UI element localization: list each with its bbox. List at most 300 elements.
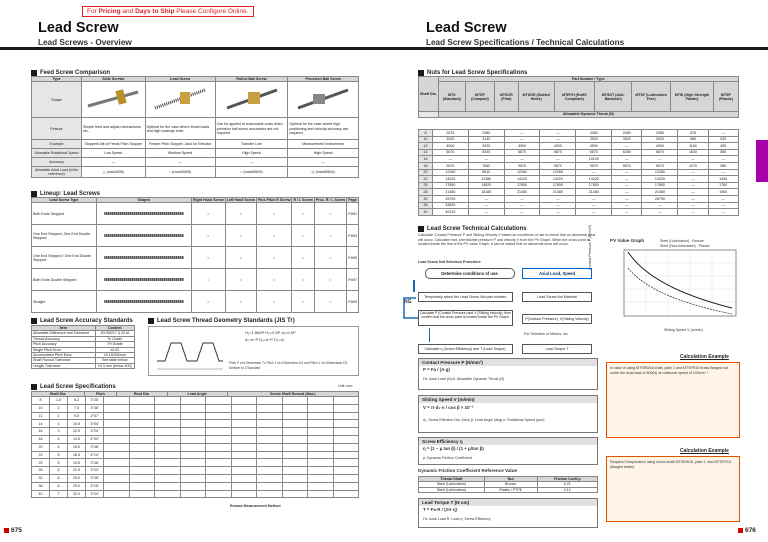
calc-box-2 [606,456,740,522]
cell [180,443,206,451]
cell: ○ [256,203,292,225]
th: Nut [484,477,537,482]
nuts-rows [418,129,739,216]
th: Lead Screw Type [32,198,97,203]
cell: ○ [292,225,314,247]
page-number-left [4,527,22,534]
cell: 4 [50,443,68,451]
cell [231,443,257,451]
formula-desc: Fa: Axial Load R: Lead η: Screw Efficiency [423,517,491,521]
cell: 19.5 [68,459,86,467]
cell: 6670 [504,149,540,156]
th: Allowable Dynamic Thrust (N) [438,112,738,117]
cell [104,490,130,498]
flow-step-4: Calculate η (Screw Efficiency) and T (Lead Torque). [418,344,513,354]
cell [206,490,232,498]
formula-title: Lead Torque T (N·cm) [419,499,597,506]
cell: 16.5 [68,451,86,459]
table-row [32,435,359,443]
cell: 3920 [576,136,612,143]
cell [129,412,155,420]
cell: 9570 [504,162,540,169]
cell: 7e Grade [95,336,134,341]
feed-table [31,76,359,178]
cell: 1640 [678,149,708,156]
th: MTSCR (Pilot) [494,82,518,112]
cell: One End Stepped, One End Double Stepped [32,225,97,247]
formula-velocity [418,395,598,433]
cell: 28 [419,189,433,196]
cell [282,435,308,443]
table-row [32,412,359,420]
flow-arrows [400,280,430,350]
cell: Example [32,140,82,149]
cell [257,404,283,412]
th: Content [95,326,134,331]
cell: 17850 [540,182,576,189]
cell [308,428,334,436]
cell [282,420,308,428]
cell [104,435,130,443]
cell [282,490,308,498]
cell: 3°38' [86,459,104,467]
formula-desc: μ: Dynamic Friction Coefficient [423,456,472,460]
cell [282,412,308,420]
table-row [419,143,739,150]
cell [333,474,359,482]
cell: 36 [419,202,433,209]
pv-legend-1: Steel (Lubrication) · Bronze [660,239,704,243]
cell: 4900 [576,143,612,150]
specs-body [31,396,359,498]
cell: One End Stepped / One End Double Stepped [32,247,97,269]
banner-days: Days to Ship [135,8,175,15]
flow-step-5: For Selection of Motors, etc. [524,332,569,336]
cell: 4°03' [86,435,104,443]
cell: Pitch Accuracy [32,342,96,347]
cell [257,397,283,405]
banner-text: Please Configure Online. [174,8,249,15]
section-icon [31,318,37,324]
cell [129,404,155,412]
flow-step-1: Determine conditions of use. [425,268,515,279]
section-icon [418,226,424,232]
cell: — [612,169,642,176]
runout-footer: Runout Measurement Method [230,504,281,508]
cell: — [678,169,708,176]
cell [333,397,359,405]
ng-label: NG [404,299,412,305]
pricing-banner[interactable] [82,6,254,17]
cell: — [576,169,612,176]
cell: 4900 [433,143,469,150]
cell: 4270 [678,162,708,169]
th: Proc. R / L Screw [315,198,346,202]
cell: — [540,130,576,137]
table-row [419,209,739,216]
cell: 4900 [540,143,576,150]
cell [155,474,181,482]
screw-shape [96,225,191,247]
cell: 4900 [504,143,540,150]
formula-eq: V = π·d₂·n / cos β × 10⁻³ [423,405,474,410]
cell: ○ [314,269,346,291]
cell: Feature [32,118,82,140]
cell: 9.5 [68,412,86,420]
cell: ○ (max50606) [145,167,215,178]
cell: ◎ (max80604) [288,167,359,178]
cell: Both Ends Stepped [32,203,97,225]
cell: ○ [314,247,346,269]
slide-screw-image [82,82,146,118]
cell: 578 [678,130,708,137]
tech-intro: Calculate Contact Pressure P and Sliding Velocity V based on conditions of use to check that no abnormal wear will occur. Calculate max. permissible pressure P and velocity V from the PV Graph. When the cross point is located inside the line of the PV value Graph, it can be stated that no abnormal wear will occur. [418,233,596,247]
cell: — [612,182,642,189]
table-row [419,189,739,196]
cell: 17850 [642,182,678,189]
flow-step-2b: Lead Screw Nut Material [522,292,592,302]
cell: — [612,195,642,202]
cell [257,474,283,482]
cell: — [504,202,540,209]
cell: — [576,202,612,209]
cell: 7H Grade [95,342,134,347]
cell [129,443,155,451]
page-link[interactable]: P.693 [347,225,359,247]
table-row [419,156,739,163]
formula-torque [418,498,598,528]
cell: 17850 [576,182,612,189]
cell: 4°14' [86,451,104,459]
cell: 18 [419,162,433,169]
page-subtitle: Lead Screw Specifications / Technical Calculations [426,38,625,47]
cell [333,459,359,467]
table-row [32,443,359,451]
cell [333,451,359,459]
cell [155,428,181,436]
cell [282,443,308,451]
cell: — [576,195,612,202]
cell: 10100 [576,156,612,163]
cell: — [678,195,708,202]
cell: — [540,195,576,202]
cell [333,404,359,412]
screw-drawing [104,300,184,303]
cell: 21480 [540,189,576,196]
cell [180,412,206,420]
tech-procedure: Lead Screw Nut Selection Procedure [418,260,481,264]
page-marker [738,528,743,533]
cell: High Speed [288,149,359,158]
cell: 9810 [468,169,504,176]
section-tech [418,226,527,232]
page-link[interactable]: P.691 [347,203,359,225]
cell: — [678,189,708,196]
cell: 14 [32,420,50,428]
cell: 32.0 [68,490,86,498]
cell: 6 [50,482,68,490]
table-row [32,397,359,405]
section-title: Nuts for Lead Screw Specifications [427,70,528,76]
cell [180,435,206,443]
cell: Allowable Difference and Tolerance [32,331,96,336]
cell [155,459,181,467]
cell: 13.5 [68,435,86,443]
th: Friction Coeff.μ [537,477,597,482]
cell: 6670 [576,149,612,156]
cell [129,397,155,405]
cell: Transfer Line [215,140,288,149]
cell: — [708,156,738,163]
cell [129,490,155,498]
cell: 21480 [576,189,612,196]
table-row [32,420,359,428]
cell: 33830 [433,202,469,209]
cell [206,397,232,405]
cell: — [215,158,288,167]
cell: Shape [32,82,82,118]
cell: 18 [32,435,50,443]
cell [308,435,334,443]
cell: 25 [32,459,50,467]
cell: ○ [292,291,314,313]
cell: 7650 [468,162,504,169]
cell [129,435,155,443]
nuts-body [418,129,739,216]
cell: 2 [50,404,68,412]
formula-desc: d₂: Screw Effective Dia. (mm) β: Lead Angle (deg) n: Rotational Speed (rpm) [423,418,545,422]
table-row [32,490,359,498]
cell [206,482,232,490]
th: MTSP (Plastic) [713,82,738,112]
cell [180,474,206,482]
cell: 25790 [642,195,678,202]
cell: 6.2 [68,397,86,405]
cell [231,428,257,436]
cell: 32 [32,474,50,482]
cell [155,404,181,412]
cell: — [468,202,504,209]
screw-drawing [104,278,184,281]
cell [155,435,181,443]
cell: 7 [50,490,68,498]
screw-drawing [104,212,184,215]
th: Right Hand Screw [192,198,224,202]
cell: — [540,136,576,143]
cell: 9570 [612,162,642,169]
cell: 3°38' [86,404,104,412]
flow-step-1b: Axial Load, Speed [522,268,592,279]
cell: 14220 [433,176,469,183]
th: Left Hand Screw [226,198,255,202]
th: Pitch [84,392,116,397]
cell [257,420,283,428]
cell: ±0.15/300mm [95,353,134,358]
friction-title: Dynamic Friction Coefficient Reference Value [418,468,518,473]
cell [231,404,257,412]
cell [180,482,206,490]
cell [104,428,130,436]
cell [180,404,206,412]
cell: Medium Speed [145,149,215,158]
cell [308,474,334,482]
cell: 4900 [642,143,678,150]
table-row [419,149,739,156]
th: MTSP (Compact) [465,82,494,112]
table-row [419,162,739,169]
cell: 6670 [433,149,469,156]
cell [129,474,155,482]
cell: 5 [50,459,68,467]
cell [257,435,283,443]
cell: 980 [708,162,738,169]
section-thread [148,318,295,324]
th: Slide Screws [82,77,146,82]
cell [257,451,283,459]
cell: Bronze [484,482,537,487]
cell [206,451,232,459]
cell [308,420,334,428]
cell: 21480 [504,189,540,196]
cell: 2575 [433,130,469,137]
banner-text: For [87,8,99,15]
th: Lead Screw [145,77,215,82]
th: Root Dia. [116,392,167,397]
table-row [32,482,359,490]
cell: 11380 [468,176,504,183]
cell: 3920 [468,143,504,150]
formula-eq: P = Fa / (A·g) [423,367,450,372]
cell [155,397,181,405]
cell: — [504,130,540,137]
nuts-table [418,76,739,118]
cell [180,397,206,405]
th: MTS (Standard) [438,82,465,112]
pv-title: PV Value Graph [610,238,645,243]
page-title: Lead Screw [38,20,119,36]
left-header [0,18,384,50]
cell: 3°15' [86,482,104,490]
cell: 0.21 [537,482,597,487]
cell: Can be applied at reasonable costs when precision ball screw accuracies are not required. [215,118,288,140]
th: MTSGR (Slotted Holes) [518,82,554,112]
cell: 3°23' [86,467,104,475]
screw-shape [96,247,191,269]
cell: 2080 [468,130,504,137]
cell: — [612,209,642,216]
cell [129,459,155,467]
pv-graph [612,248,740,328]
cell: — [678,202,708,209]
screw-drawing [104,234,184,237]
calc-text: Required Temperature using screw shaft MTSRW16, plain 1, and MTSFR16 (flanged brass). [610,460,731,469]
thread-formula-1: H₁=1.866P H₂=0.5P d₂=0.5P [245,330,296,335]
cell [155,412,181,420]
cell [206,443,232,451]
cell: 2080 [612,130,642,137]
cell: 12260 [504,169,540,176]
cell: 9570 [642,162,678,169]
cell [333,467,359,475]
cell [257,412,283,420]
cell [155,482,181,490]
cell [308,467,334,475]
cell: 3920 [433,136,469,143]
screw-shape [96,203,191,225]
cell: ○ [191,269,225,291]
thread-profile-diagram [155,331,225,375]
cell: 3 [50,420,68,428]
cell [231,467,257,475]
flow-step-3: Calculate P (Contact Pressure) and V (Sliding Velocity), then confirm that the cross point is located inside the PV Graph. [418,310,513,326]
table-row [32,459,359,467]
cell: 25.0 [68,474,86,482]
cell: — [504,156,540,163]
th: MTSI (High Strength Plastic) [671,82,714,112]
cell [231,397,257,405]
thread-note: Pitch P of d Dimension Tr, Pitch 1 of d Dimension D1 and Pitch 1 of d Dimension D2 Uniform to 2 Standard [229,361,348,370]
cell: ○ [292,203,314,225]
cell [333,420,359,428]
cell: ○ [256,291,292,313]
table-row [32,474,359,482]
cell: — [504,209,540,216]
cell: 14220 [504,176,540,183]
cell: 1450 [708,176,738,183]
cell: ○ [225,203,256,225]
formula-eq: η = (1 − μ tan β) / (1 + μ/tan β) [423,446,484,451]
cell: ○ [314,291,346,313]
page-link[interactable]: P.695 [347,247,359,269]
section-title: Lineup: Lead Screws [40,191,101,197]
unit-label: Unit: mm [338,384,353,388]
calc-title-1: Calculation Example [680,354,729,360]
cell: 9570 [433,162,469,169]
cell: 29.0 [68,482,86,490]
th: Thread Shaft [419,477,485,482]
banner-pricing: Pricing [98,8,121,15]
cell [104,397,130,405]
cell: 22.5 [68,467,86,475]
page-subtitle: Lead Screws - Overview [38,38,132,47]
cell: — [468,209,504,216]
table-row [419,136,739,143]
cell: 25790 [433,195,469,202]
cell: 8 [419,130,433,137]
cell [104,404,130,412]
page-link[interactable]: P.699 [347,291,359,313]
cell: 1160 [678,143,708,150]
cell: 25 [419,182,433,189]
cell [308,397,334,405]
section-accuracy [31,318,133,324]
cell: 3140 [468,136,504,143]
cell [155,490,181,498]
cell: — [642,209,678,216]
calc-title-2: Calculation Example [680,448,729,454]
page-link[interactable]: P.697 [347,269,359,291]
cell: Plastic / PTFE [484,487,537,492]
cell: Straight [32,291,97,313]
cell: 12.5 [68,428,86,436]
cell: Stopper/Unit of Feeds Pitch Stopper [82,140,146,149]
cell: 14 [419,149,433,156]
cell: Simple feed and adjust mechanisms, etc. [82,118,146,140]
cell: ○ [225,291,256,313]
cell [333,412,359,420]
th: Type [32,77,82,82]
cell [231,435,257,443]
